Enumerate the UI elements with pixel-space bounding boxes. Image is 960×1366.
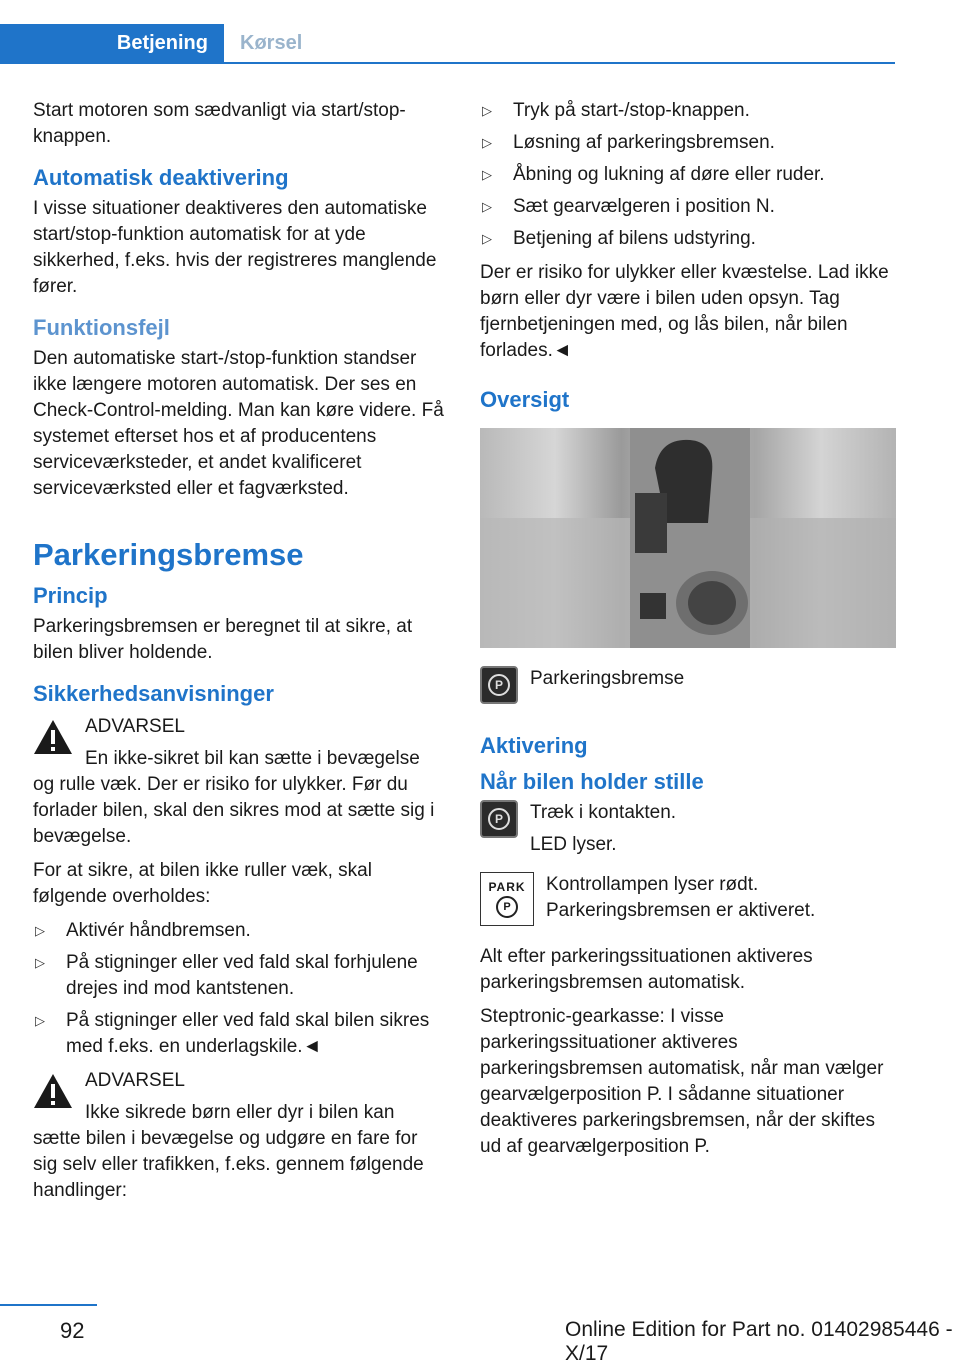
warning-label: ADVARSEL [85, 1070, 185, 1091]
heading-fault: Funktionsfejl [33, 315, 170, 340]
park-label: PARK [488, 880, 526, 894]
parking-brake-legend [480, 666, 898, 710]
heading-activation: Aktivering [480, 733, 588, 758]
tab-korsel[interactable]: Kørsel [240, 31, 303, 54]
heading-safety: Sikkerhedsanvisninger [33, 681, 274, 706]
list-item: ▷ Sæt gearvælgeren i position N. [480, 194, 898, 220]
list-item: ▷ Tryk på start-/stop-knappen. [480, 98, 898, 124]
heading-parking-brake: Parkeringsbremse [33, 537, 304, 572]
edition-text: Online Edition for Part no. 01402985446 - X/17 [565, 1318, 953, 1365]
step-pull-switch: Træk i kontakten. [530, 802, 677, 823]
warning-block-2 [33, 1068, 445, 1204]
p-circle-icon: P [496, 896, 518, 918]
fault-text: Den automatiske start-/stop-funktion standser ikke længere motoren automatisk. Der ses en Check-Control-melding. Man kan køre videre. Få systemet efterset hos et af producentens serviceværksteder, et andet kvalificeret serviceværksted eller et fagværksted. [33, 348, 444, 499]
intro-text: Start motoren som sædvanligt via start/stop-knappen. [33, 100, 406, 147]
list-item: ▷ Løsning af parkeringsbremsen. [480, 130, 898, 156]
header-tabs [0, 24, 895, 64]
warning-triangle-icon [33, 718, 73, 756]
measures-list [33, 918, 445, 1060]
park-indicator-row [480, 872, 898, 930]
center-console-photo [480, 428, 896, 648]
list-item: ▷ På stigninger eller ved fald skal bilen sikres med f.eks. en underlagskile.◄ [33, 1008, 445, 1060]
tab-betjening[interactable]: Betjening [0, 24, 224, 62]
left-column [33, 98, 445, 1212]
heading-auto-deactivation: Automatisk deaktivering [33, 165, 289, 190]
step-led: LED lyser. [530, 834, 617, 855]
measures-text: For at sikre, at bilen ikke ruller væk, skal følgende overholdes: [33, 860, 372, 907]
principle-text: Parkeringsbremsen er beregnet til at sikre, at bilen bliver holdende. [33, 616, 413, 663]
list-item: ▷ Åbning og lukning af døre eller ruder. [480, 162, 898, 188]
icon-caption: Parkeringsbremse [530, 668, 685, 689]
actions-list [480, 98, 898, 252]
risk-text: Der er risiko for ulykker eller kvæstelse. Lad ikke børn eller dyr være i bilen uden opsyn. Tag fjernbetjeningen med, og lås bilen, når bilen forlades.◄ [480, 262, 889, 361]
step-row [480, 800, 898, 858]
steptronic-text: Steptronic-gearkasse: I visse parkeringssituationer aktiveres parkeringsbremsen automatisk, når man vælger gearvælgerposition P. I sådanne situationer deaktiveres parkeringsbremsen, når der skiftes ud af gearvælgerposition P. [480, 1006, 884, 1157]
page-number: 92 [60, 1318, 85, 1343]
warning-block-1 [33, 714, 445, 850]
warning-text: Ikke sikrede børn eller dyr i bilen kan sætte bilen i bevægelse og udgøre en fare for sig selv eller trafikken, f.eks. gennem følgende handlinger: [33, 1102, 424, 1201]
heading-when-standing: Når bilen holder stille [480, 769, 704, 794]
right-column [480, 98, 898, 1168]
list-item: ▷ På stigninger eller ved fald skal forhjulene drejes ind mod kantstenen. [33, 950, 445, 1002]
parking-brake-switch-icon: P [480, 666, 518, 704]
heading-overview: Oversigt [480, 387, 570, 412]
auto-deactivation-text: I visse situationer deaktiveres den automatiske start/stop-funktion automatisk for at yde sikkerhed, f.eks. hvis der registreres manglende fører. [33, 198, 437, 297]
list-item: ▷ Aktivér håndbremsen. [33, 918, 445, 944]
auto-activation-text: Alt efter parkeringssituationen aktiveres parkeringsbremsen automatisk. [480, 946, 813, 993]
park-indicator-icon [480, 872, 534, 926]
footer-rule [0, 1304, 97, 1306]
console-illustration [480, 428, 896, 648]
list-item: ▷ Betjening af bilens udstyring. [480, 226, 898, 252]
parking-brake-switch-icon: P [480, 800, 518, 838]
warning-label: ADVARSEL [85, 716, 185, 737]
warning-text: En ikke-sikret bil kan sætte i bevægelse og rulle væk. Der er risiko for ulykker. Før du forlader bilen, skal den sikres mod at sætte sig i bevægelse. [33, 748, 435, 847]
heading-principle: Princip [33, 583, 108, 608]
park-indicator-text: Kontrollampen lyser rødt. Parkeringsbremsen er aktiveret. [546, 874, 816, 921]
warning-triangle-icon [33, 1072, 73, 1110]
